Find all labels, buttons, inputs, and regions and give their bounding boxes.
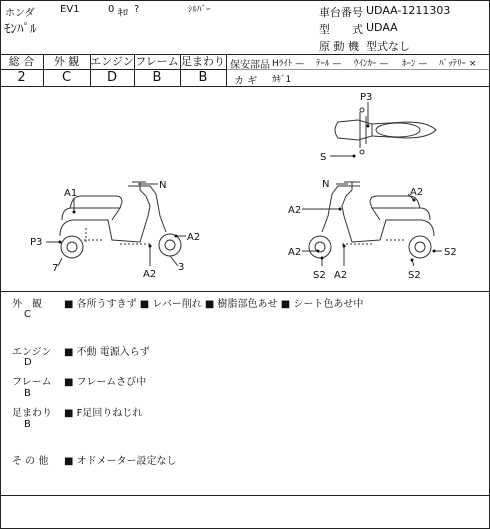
frame-no-label: 車台番号 [319, 6, 363, 19]
maker-label: ホンダ [5, 8, 35, 19]
maintenance-headlight: Hﾗｲﾄ — [272, 59, 305, 69]
remark-note: ■ 各所うすきず ■ レバー削れ ■ 樹脂部色あせ ■ シート色あせ中 [64, 299, 364, 310]
key-label: カ ギ [234, 76, 258, 87]
engine-type-label: 原 動 機 [319, 40, 359, 53]
maintenance-winker: ｳｲﾝｶｰ — [354, 59, 389, 69]
remark-label: フレーム [12, 377, 52, 388]
frame-no: UDAA-1211303 [366, 4, 451, 17]
maintenance-battery: ﾊﾞｯﾃﾘｰ × [439, 59, 477, 69]
remark-note: ■ フレームさび中 [64, 377, 147, 388]
grid-line [0, 291, 490, 292]
remark-note: ■ 不動 電源入らず [64, 347, 150, 358]
diagram-label: 3 [178, 262, 185, 273]
model-code: EV1 [60, 4, 80, 15]
grid-line [226, 54, 227, 86]
grade-suspension: B [198, 70, 208, 85]
maintenance-taillight: ﾃｰﾙ — [316, 59, 342, 69]
diagram-label: A1 [64, 188, 78, 199]
remark-note: ■ F足回りねじれ [64, 408, 143, 419]
diagram-label: P3 [360, 92, 373, 103]
diagram-label: A2 [410, 187, 424, 198]
grade-overall: 2 [17, 70, 26, 85]
remark-label: 外 観 [12, 299, 42, 310]
type-label: 型 式 [319, 23, 363, 36]
remark-grade: B [24, 388, 31, 399]
diagram-label: A2 [288, 247, 302, 258]
diagram-label: A2 [187, 232, 201, 243]
model-name: ﾓﾝﾊﾟﾙ [4, 22, 37, 37]
remark-label: エンジン [12, 347, 52, 358]
mark-1: 0 [108, 4, 115, 15]
grade-header-engine: エンジン [90, 55, 134, 68]
scooter-left-side-view [60, 182, 181, 258]
type-value: UDAA [366, 21, 398, 34]
scooter-damage-diagram [0, 86, 490, 292]
remark-grade: D [24, 357, 32, 368]
grid-line [0, 495, 490, 496]
grade-header-suspension: 足まわり [181, 55, 225, 68]
diagram-label: S [320, 152, 327, 163]
diagram-label: P3 [30, 237, 43, 248]
diagram-label: A2 [143, 269, 157, 280]
diagram-label: N [322, 179, 330, 190]
diagram-label: S2 [313, 270, 326, 281]
grade-exterior: C [61, 70, 72, 85]
diagram-label: A2 [334, 270, 348, 281]
diagram-label: S2 [408, 270, 421, 281]
maintenance-horn: ﾎｰﾝ — [402, 59, 428, 69]
remark-grade: C [24, 309, 31, 320]
grade-header-exterior: 外 観 [53, 55, 80, 68]
diagram-label: N [159, 180, 167, 191]
mark-2: ｷﾛ [118, 8, 128, 19]
color-name: ｼﾙﾊﾞｰ [188, 5, 211, 15]
diagram-label: S2 [444, 247, 457, 258]
grade-engine: D [106, 70, 117, 85]
grade-header-frame: フレーム [135, 55, 179, 68]
diagram-label: 7 [52, 263, 59, 274]
grade-frame: B [152, 70, 162, 85]
mark-3: ? [134, 4, 140, 15]
remark-grade: B [24, 419, 31, 430]
remark-label: そ の 他 [12, 456, 49, 467]
remark-label: 足まわり [12, 408, 52, 419]
grade-header-overall: 総 合 [8, 55, 35, 68]
diagram-label: A2 [288, 205, 302, 216]
engine-type-value: 型式なし [366, 40, 410, 53]
remark-note: ■ オドメーター設定なし [64, 456, 177, 467]
key-value: ｶｷﾞ1 [272, 75, 292, 85]
scooter-top-view [335, 108, 436, 154]
maintenance-label: 保安部品 [230, 60, 270, 71]
